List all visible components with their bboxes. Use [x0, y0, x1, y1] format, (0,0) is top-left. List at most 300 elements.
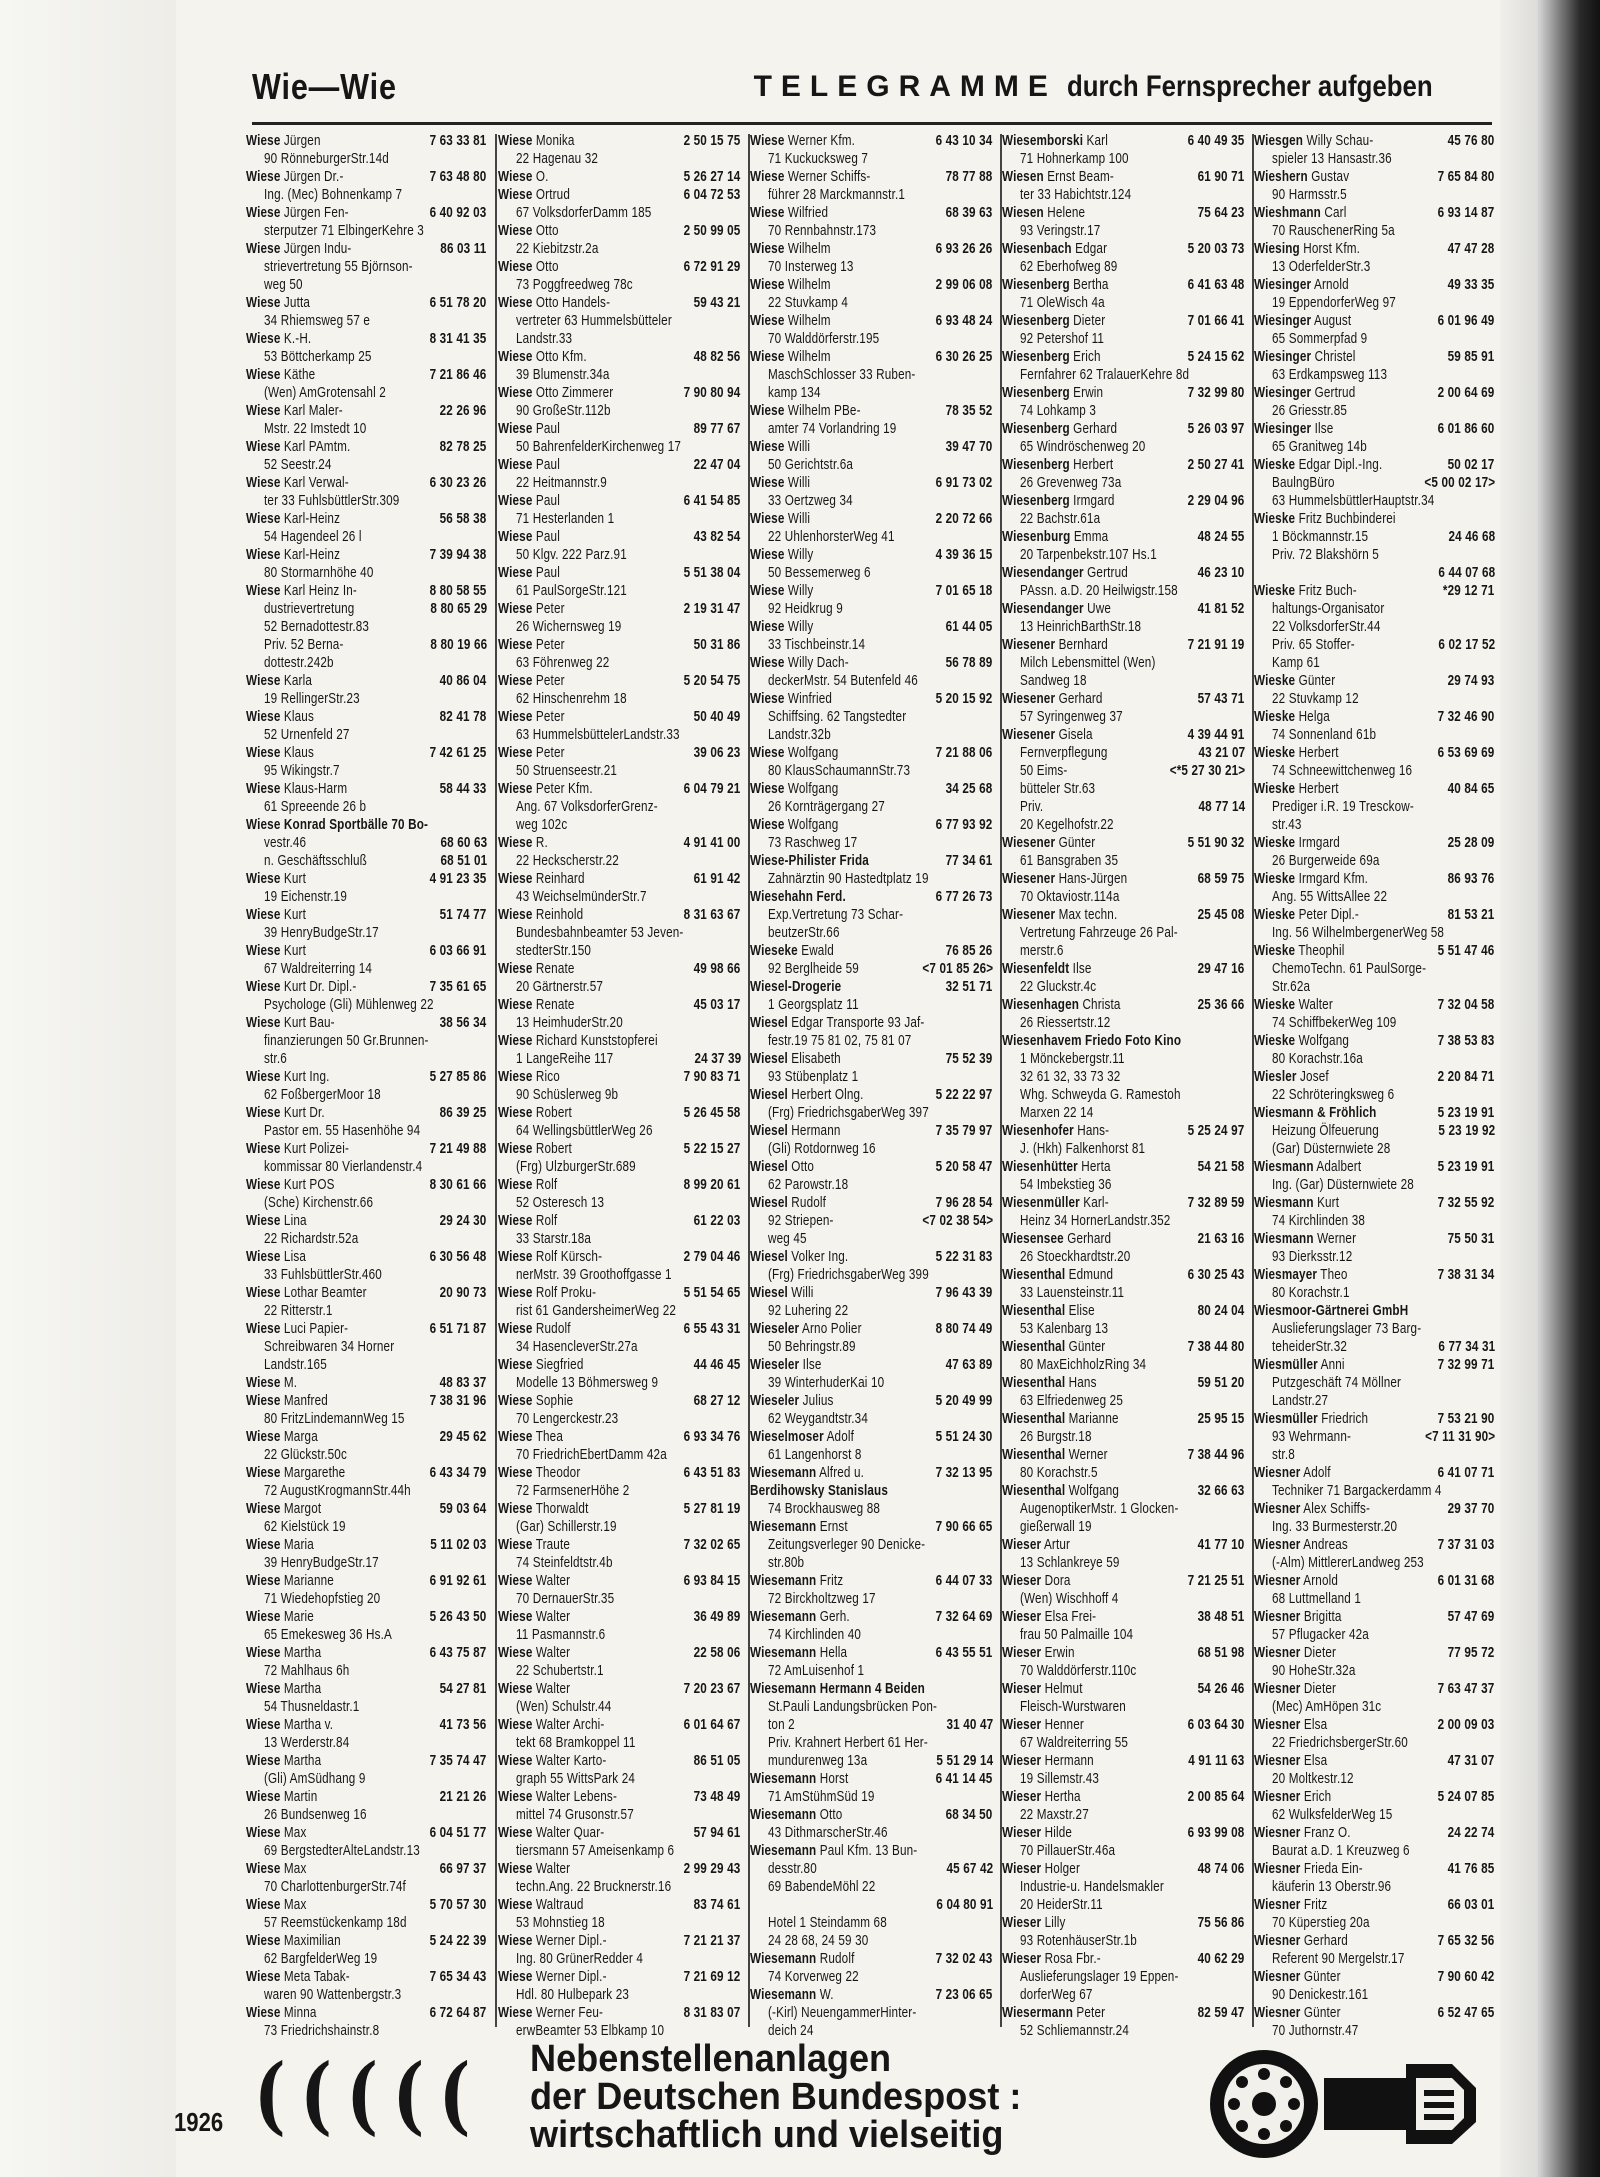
entry-address: 52 Osteresch 13	[516, 1194, 605, 1211]
entry-name	[1002, 276, 1109, 294]
directory-entry	[1254, 1158, 1496, 1176]
entry-details: Anni	[1317, 1356, 1345, 1373]
entry-details: O.	[532, 168, 549, 185]
entry-name	[1002, 1536, 1070, 1554]
entry-name	[1254, 204, 1346, 222]
entry-name	[246, 1014, 335, 1032]
entry-continuation	[498, 1662, 742, 1680]
directory-entry	[1254, 942, 1496, 960]
entry-surname: Wiese	[498, 1644, 533, 1661]
directory-entry	[1254, 1860, 1496, 1878]
entry-continuation	[498, 1086, 742, 1104]
phone-number: 7 38 44 96	[1187, 1446, 1245, 1463]
phone-number: 4 39 44 91	[1187, 726, 1245, 743]
entry-continuation	[1254, 1212, 1496, 1230]
entry-address: 74 Kirchlinden 38	[1272, 1212, 1366, 1229]
entry-continuation	[498, 510, 742, 528]
entry-name	[750, 654, 849, 672]
entry-details: Max techn.	[1055, 906, 1118, 923]
entry-surname: Wiese	[498, 1464, 533, 1481]
entry-address: Heinz 34 HornerLandstr.352	[1020, 1212, 1171, 1229]
phone-number: 36 49 89	[693, 1608, 741, 1625]
entry-details: Frida	[836, 852, 869, 869]
phone-number: 86 39 25	[439, 1104, 487, 1121]
entry-address: ton 2	[768, 1716, 795, 1733]
entry-surname: Wiesmoor-Gärtnerei GmbH	[1254, 1302, 1409, 1319]
phone-number: 48 24 55	[1197, 528, 1245, 545]
entry-surname: Wiese	[750, 690, 785, 707]
entry-name	[498, 1104, 572, 1122]
entry-surname: Wiese	[498, 1032, 533, 1049]
entry-surname: Wiese	[750, 240, 785, 257]
entry-surname: Wiesel	[750, 1050, 788, 1067]
directory-entry	[1002, 276, 1246, 294]
entry-surname: Wieser	[1002, 1536, 1042, 1553]
entry-surname: Wieser	[1002, 1608, 1042, 1625]
entry-continuation	[246, 1446, 488, 1464]
entry-surname: Wiesenhagen	[1002, 996, 1080, 1013]
entry-surname: Wiese	[498, 1104, 533, 1121]
entry-surname: Wiese	[498, 492, 533, 509]
phone-number: 7 90 66 65	[935, 1518, 993, 1535]
entry-name	[1254, 276, 1349, 294]
entry-address: 92 Berglheide 59	[768, 960, 859, 977]
entry-address: 70 FriedrichEbertDamm 42a	[516, 1446, 667, 1463]
entry-surname: Wiese	[246, 708, 281, 725]
directory-entry	[750, 618, 994, 636]
directory-entry	[750, 168, 994, 186]
entry-address: ChemoTechn. 61 PaulSorge-	[1272, 960, 1427, 977]
directory-entry	[1002, 600, 1246, 618]
entry-continuation	[1254, 492, 1496, 510]
entry-name	[1002, 528, 1108, 546]
entry-details: Winfried	[784, 690, 833, 707]
phone-number: 5 20 54 75	[683, 672, 741, 689]
entry-name	[498, 780, 593, 798]
directory-entry	[1254, 1932, 1496, 1950]
entry-continuation	[750, 258, 994, 276]
entry-name	[1254, 1194, 1339, 1212]
entry-address: 43 WeichselmünderStr.7	[516, 888, 647, 905]
entry-continuation	[498, 1446, 742, 1464]
entry-details: Werner	[1065, 1446, 1108, 1463]
phone-number: 5 27 85 86	[429, 1068, 487, 1085]
entry-name	[498, 672, 565, 690]
entry-continuation	[750, 456, 994, 474]
entry-details: Herbert	[1295, 744, 1339, 761]
entry-address: 80 Korachstr.1	[1272, 1284, 1350, 1301]
directory-entry	[498, 636, 742, 654]
entry-address: str.6	[264, 1050, 287, 1067]
entry-name	[498, 186, 570, 204]
entry-surname: Wiese	[498, 1896, 533, 1913]
entry-surname: Wiesner	[1254, 1500, 1301, 1517]
entry-name	[246, 942, 306, 960]
entry-address: 64 WellingsbüttlerWeg 26	[516, 1122, 653, 1139]
entry-name	[1002, 2004, 1105, 2022]
directory-entry	[750, 1464, 994, 1482]
running-head-right	[754, 70, 1492, 104]
phone-number: 2 00 85 64	[1187, 1788, 1245, 1805]
entry-continuation	[246, 1482, 488, 1500]
entry-address: (Wen) Wischhoff 4	[1020, 1590, 1119, 1607]
phone-number: 5 51 90 32	[1187, 834, 1245, 851]
phone-number: 22 26 96	[439, 402, 487, 419]
entry-continuation	[1002, 546, 1246, 564]
phone-number: 68 51 01	[440, 852, 488, 869]
entry-address: techn.Ang. 22 Brucknerstr.16	[516, 1878, 672, 1895]
directory-entry	[246, 1932, 488, 1950]
advertisement	[246, 2040, 1496, 2170]
entry-continuation	[246, 1518, 488, 1536]
entry-continuation	[750, 636, 994, 654]
entry-address: graph 55 WittsPark 24	[516, 1770, 636, 1787]
entry-continuation	[1002, 942, 1246, 960]
entry-details: Irmgard Kfm.	[1295, 870, 1369, 887]
entry-name	[750, 402, 861, 420]
directory-entry	[1002, 1752, 1246, 1770]
phone-number: 61 44 05	[945, 618, 993, 635]
entry-address: 70 Oktaviostr.114a	[1020, 888, 1120, 905]
phone-number: 89 77 67	[693, 420, 741, 437]
phone-number: 7 65 32 56	[1437, 1932, 1495, 1949]
entry-surname: Wiesener	[1002, 726, 1056, 743]
directory-entry	[750, 1950, 994, 1968]
entry-details: Fritz Buchbinderei	[1295, 510, 1396, 527]
directory-entry	[1002, 240, 1246, 258]
directory-column-1	[246, 132, 488, 2039]
directory-entry	[246, 1860, 488, 1878]
directory-entry	[498, 1032, 742, 1050]
entry-name	[1002, 600, 1111, 618]
entry-details: Hermann	[1041, 1752, 1094, 1769]
entry-name	[498, 1716, 604, 1734]
entry-continuation	[498, 546, 742, 564]
entry-details: Peter	[532, 744, 565, 761]
entry-surname: Wiesel-Drogerie	[750, 978, 842, 995]
entry-continuation	[750, 924, 994, 942]
directory-entry	[498, 1932, 742, 1950]
entry-details: Manfred	[280, 1392, 328, 1409]
directory-entry	[498, 258, 742, 276]
entry-continuation	[1002, 1428, 1246, 1446]
entry-details: Otto	[816, 1806, 843, 1823]
entry-continuation	[1002, 402, 1246, 420]
entry-name	[1254, 1266, 1348, 1284]
entry-continuation	[246, 996, 488, 1014]
phone-number: 78 77 88	[945, 168, 993, 185]
entry-details: Jutta	[280, 294, 311, 311]
directory-entry	[1002, 384, 1246, 402]
entry-name	[1002, 1788, 1081, 1806]
entry-address: 72 AugustKrogmannStr.44h	[264, 1482, 411, 1499]
entry-continuation	[498, 762, 742, 780]
phone-number: 7 32 02 43	[935, 1950, 993, 1967]
entry-surname: Wiesenberg	[1002, 420, 1070, 437]
entry-address: 74 SchiffbekerWeg 109	[1272, 1014, 1397, 1031]
entry-name	[1002, 1266, 1113, 1284]
entry-address: 61 PaulSorgeStr.121	[516, 582, 627, 599]
entry-surname: Wiese	[246, 1500, 281, 1517]
entry-address: 52 Urnenfeld 27	[264, 726, 350, 743]
entry-continuation	[1002, 708, 1246, 726]
entry-details: Marie	[280, 1608, 314, 1625]
entry-details: Andreas	[1300, 1536, 1348, 1553]
entry-surname: Wieser	[1002, 1824, 1042, 1841]
entry-name	[1254, 906, 1359, 924]
entry-surname: Wiesinger	[1254, 276, 1312, 293]
phone-number: 7 35 61 65	[429, 978, 487, 995]
entry-name	[750, 888, 846, 906]
entry-details: Artur	[1041, 1536, 1071, 1553]
entry-surname: Wiese	[498, 744, 533, 761]
entry-continuation	[246, 186, 488, 204]
entry-name	[1002, 312, 1105, 330]
entry-continuation	[1254, 528, 1496, 546]
entry-name	[1254, 312, 1351, 330]
entry-address: 73 Friedrichshainstr.8	[264, 2022, 380, 2039]
entry-name	[1254, 1896, 1327, 1914]
phone-number: 40 84 65	[1447, 780, 1495, 797]
directory-entry	[246, 402, 488, 420]
directory-entry	[246, 168, 488, 186]
entry-address: 22 Heckscherstr.22	[516, 852, 619, 869]
entry-address: 1 LangeReihe 117	[516, 1050, 614, 1067]
entry-name	[498, 258, 559, 276]
entry-name	[246, 1212, 307, 1230]
entry-surname: Wiesner	[1254, 1464, 1301, 1481]
entry-address: bütteler Str.63	[1020, 780, 1096, 797]
entry-address: festr.19 75 81 02, 75 81 07	[768, 1032, 912, 1049]
entry-details: Friedrich	[1317, 1410, 1369, 1427]
entry-details: Werner Dipl.-	[532, 1932, 607, 1949]
entry-continuation	[246, 618, 488, 636]
entry-name	[750, 1086, 864, 1104]
entry-continuation	[1002, 1554, 1246, 1572]
entry-address: finanzierungen 50 Gr.Brunnen-	[264, 1032, 429, 1049]
entry-surname: Wiesemann	[750, 1986, 817, 2003]
entry-name	[246, 240, 351, 258]
entry-name	[498, 708, 565, 726]
entry-address: 54 Hagendeel 26 l	[264, 528, 362, 545]
entry-name	[750, 132, 855, 150]
entry-details: Konrad Sportbälle 70 Bo-	[280, 816, 429, 833]
entry-details: Fritz	[1300, 1896, 1328, 1913]
entry-address: 92 Luhering 22	[768, 1302, 849, 1319]
entry-name	[498, 1320, 571, 1338]
phone-number: 29 74 93	[1447, 672, 1495, 689]
entry-details: Theo	[1317, 1266, 1348, 1283]
phone-number: 73 48 49	[693, 1788, 741, 1805]
entry-name	[1254, 1104, 1376, 1122]
entry-address: 72 AmLuisenhof 1	[768, 1662, 865, 1679]
phone-number: 45 67 42	[946, 1860, 994, 1877]
entry-continuation	[1254, 1428, 1496, 1446]
directory-entry	[498, 744, 742, 762]
entry-name	[246, 294, 310, 312]
phone-number: 5 22 15 27	[683, 1140, 741, 1157]
phone-number: 58 44 33	[439, 780, 487, 797]
entry-details: Theophil	[1295, 942, 1345, 959]
directory-entry	[1002, 870, 1246, 888]
entry-details: Ernst	[816, 1518, 848, 1535]
entry-continuation	[750, 1374, 994, 1392]
phone-number: <7 02 38 54>	[922, 1212, 994, 1229]
entry-address: 26 Griesstr.85	[1272, 402, 1348, 419]
phone-number: 6 03 66 91	[429, 942, 487, 959]
entry-name	[1002, 906, 1117, 924]
directory-entry	[246, 294, 488, 312]
phone-number: 78 35 52	[945, 402, 993, 419]
directory-entry	[246, 330, 488, 348]
entry-name	[246, 204, 349, 222]
entry-surname: Wiesner	[1254, 2004, 1301, 2021]
entry-address: 62 WulksfelderWeg 15	[1272, 1806, 1393, 1823]
entry-continuation	[750, 222, 994, 240]
entry-continuation	[1002, 780, 1246, 798]
phone-number: 39 06 23	[693, 744, 741, 761]
entry-continuation	[750, 492, 994, 510]
phone-number: 6 91 92 61	[429, 1572, 487, 1589]
directory-entry	[750, 978, 994, 996]
entry-continuation	[498, 1374, 742, 1392]
entry-continuation	[750, 906, 994, 924]
phone-number: 4 91 23 35	[429, 870, 487, 887]
phone-number: 5 24 22 39	[429, 1932, 487, 1949]
entry-surname: Wiese	[498, 132, 533, 149]
directory-entry	[1002, 960, 1246, 978]
phone-number: 25 95 15	[1197, 1410, 1245, 1427]
entry-surname: Wiesenberg	[1002, 312, 1070, 329]
entry-continuation	[1254, 186, 1496, 204]
entry-name	[1002, 996, 1121, 1014]
entry-name	[246, 438, 350, 456]
entry-surname: Wiese	[498, 1680, 533, 1697]
phone-number: 25 36 66	[1197, 996, 1245, 1013]
entry-details: Gerhard	[1055, 690, 1103, 707]
entry-surname: Wiesinger	[1254, 348, 1312, 365]
phone-number: 6 93 14 87	[1437, 204, 1495, 221]
directory-entry	[246, 1104, 488, 1122]
directory-entry	[1002, 1824, 1246, 1842]
entry-continuation	[750, 1554, 994, 1572]
directory-entry	[750, 1014, 994, 1032]
entry-details: Peter	[532, 636, 565, 653]
phone-number: 7 96 28 54	[935, 1194, 993, 1211]
entry-continuation	[750, 1752, 994, 1770]
entry-continuation	[246, 348, 488, 366]
entry-address: 50 Bessemerweg 6	[768, 564, 871, 581]
entry-name	[498, 870, 585, 888]
entry-details: W.	[816, 1986, 834, 2003]
entry-address: 80 KlausSchaumannStr.73	[768, 762, 911, 779]
entry-details: Klaus	[280, 708, 314, 725]
directory-entry	[246, 744, 488, 762]
entry-surname: Wiese	[498, 996, 533, 1013]
phone-number: 21 21 26	[439, 1788, 487, 1805]
entry-address: 39 HenryBudgeStr.17	[264, 1554, 379, 1571]
entry-surname: Wiesmann & Fröhlich	[1254, 1104, 1377, 1121]
entry-details: Renate	[532, 960, 575, 977]
entry-surname: Wieseler	[750, 1356, 800, 1373]
entry-address: 33 Lauensteinstr.11	[1020, 1284, 1125, 1301]
entry-surname: Wieser	[1002, 1860, 1042, 1877]
entry-continuation	[246, 1356, 488, 1374]
phone-number: 50 40 49	[693, 708, 741, 725]
entry-address: 74 Korverweg 22	[768, 1968, 859, 1985]
entry-name	[1254, 1752, 1327, 1770]
entry-surname: Wiese	[498, 600, 533, 617]
entry-address: 90 RönneburgerStr.14d	[264, 150, 389, 167]
phone-number: 82 59 47	[1197, 2004, 1245, 2021]
entry-name	[246, 816, 428, 834]
entry-address: 92 Heidkrug 9	[768, 600, 843, 617]
page-binding	[0, 0, 176, 2177]
entry-name	[1002, 420, 1117, 438]
entry-continuation	[498, 1158, 742, 1176]
directory-entry	[498, 672, 742, 690]
entry-details: Foto Kino	[1121, 1032, 1182, 1049]
entry-address: gießerwall 19	[1020, 1518, 1092, 1535]
entry-surname: Wiesmann	[1254, 1230, 1314, 1247]
entry-continuation	[498, 978, 742, 996]
entry-surname: Wiese	[246, 1068, 281, 1085]
entry-surname: Wiese	[246, 1464, 281, 1481]
entry-continuation	[1002, 1806, 1246, 1824]
phone-number: 2 20 84 71	[1437, 1068, 1495, 1085]
phone-number: 39 47 70	[945, 438, 993, 455]
phone-number: 25 45 08	[1197, 906, 1245, 923]
entry-surname: Wiese	[246, 816, 281, 833]
entry-surname: Wieske	[1254, 672, 1296, 689]
directory-entry	[1002, 1194, 1246, 1212]
page-number: 1926	[174, 2107, 224, 2137]
entry-details: Werner	[1313, 1230, 1357, 1247]
entry-address: waren 90 Wattenbergstr.3	[264, 1986, 402, 2003]
entry-surname: Wiesenburg	[1002, 528, 1071, 545]
directory-entry	[1254, 1752, 1496, 1770]
entry-address: 71 Hohnerkamp 100	[1020, 150, 1129, 167]
entry-details: Kurt Ing.	[280, 1068, 330, 1085]
directory-entry	[498, 1176, 742, 1194]
entry-surname: Wiese	[246, 510, 281, 527]
directory-entry	[246, 1068, 488, 1086]
entry-surname: Wieser	[1002, 1752, 1042, 1769]
entry-details: Erwin	[1069, 384, 1104, 401]
entry-details: Horst Kfm.	[1299, 240, 1361, 257]
entry-address: St.Pauli Landungsbrücken Pon-	[768, 1698, 938, 1715]
entry-continuation	[1254, 888, 1496, 906]
entry-address: 65 Windröschenweg 20	[1020, 438, 1146, 455]
directory-entry	[1254, 312, 1496, 330]
directory-entry	[1002, 1446, 1246, 1464]
entry-surname: Wiesner	[1254, 1896, 1301, 1913]
directory-entry	[246, 870, 488, 888]
entry-details: Karl Maler-	[280, 402, 343, 419]
entry-continuation	[1002, 1320, 1246, 1338]
entry-continuation	[750, 1662, 994, 1680]
directory-entry	[246, 906, 488, 924]
entry-details: Stanislaus	[824, 1482, 889, 1499]
entry-surname: Wiesemann	[750, 1608, 817, 1625]
entry-continuation	[498, 1914, 742, 1932]
entry-name	[1002, 1572, 1071, 1590]
directory-entry	[246, 1608, 488, 1626]
entry-address: Priv. Krahnert Herbert 61 Her-	[768, 1734, 928, 1751]
entry-details: Helmut	[1041, 1680, 1083, 1697]
entry-surname: Wiese	[246, 438, 281, 455]
phone-number: 6 93 48 24	[935, 312, 993, 329]
